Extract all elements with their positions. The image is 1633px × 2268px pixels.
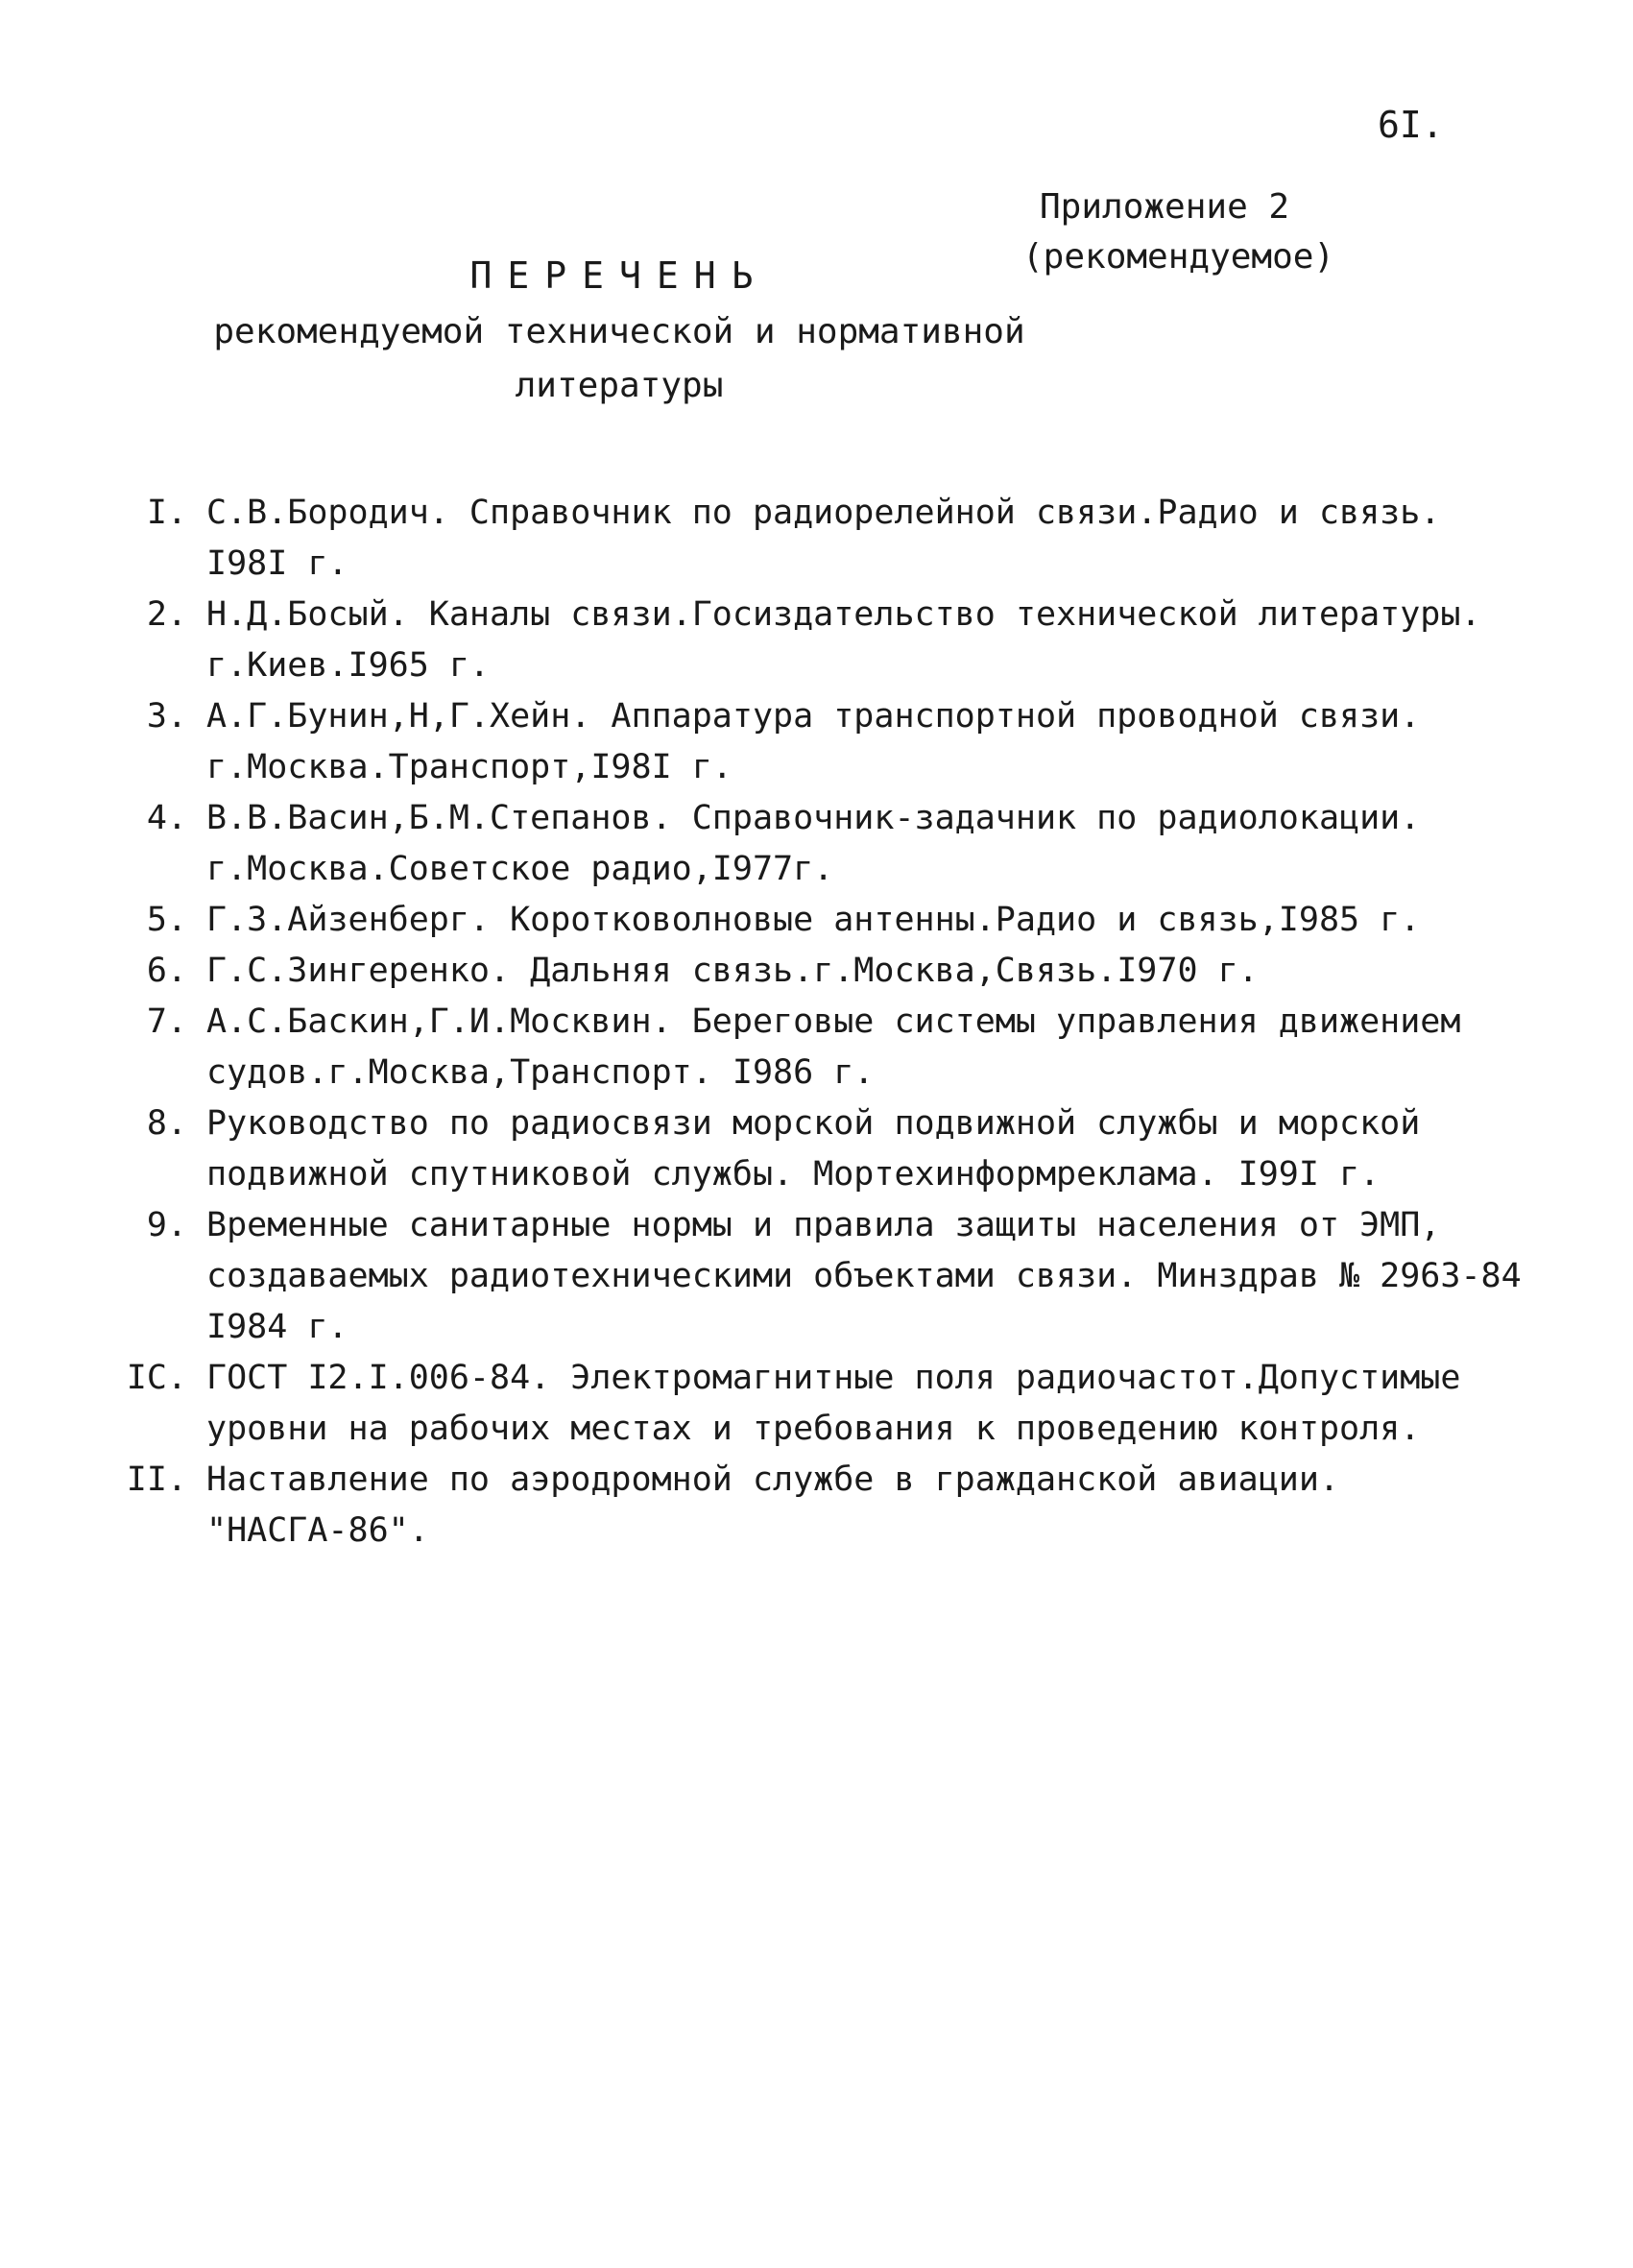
list-item-number: I. <box>146 494 187 532</box>
appendix-note <box>1022 182 1334 282</box>
list-item-text: Г.З.Айзенберг. Коротковолновые антенны.Радио и связь,I985 г. <box>206 901 1421 939</box>
list-item <box>120 1098 1589 1200</box>
list-item-text: Н.Д.Босый. Каналы связи.Госиздательство технической литературы. г.Киев.I965 г. <box>206 595 1481 685</box>
document-heading <box>192 248 1046 413</box>
list-item <box>120 1353 1589 1455</box>
list-item-text: ГОСТ I2.I.006-84. Электромагнитные поля радиочастот.Допустимые уровни на рабочих местах и требования к проведению контроля. <box>206 1359 1461 1448</box>
page-number: 6I. <box>1378 104 1444 146</box>
list-item-number: 9. <box>146 1206 187 1244</box>
reference-list <box>120 488 1589 1556</box>
list-item <box>120 895 1589 946</box>
list-item-number: 4. <box>146 799 187 837</box>
list-item <box>120 590 1589 691</box>
list-item-number: 2. <box>146 595 187 634</box>
list-item <box>120 691 1589 793</box>
list-item-number: 8. <box>146 1104 187 1143</box>
page-subtitle: рекомендуемой технической и нормативной литературы <box>213 312 1025 405</box>
list-item-number: IC. <box>126 1359 187 1397</box>
appendix-recommendation: (рекомендуемое) <box>1022 237 1335 277</box>
list-item-text: Г.С.Зингеренко. Дальняя связь.г.Москва,Связь.I970 г. <box>206 952 1259 990</box>
list-item-text: В.В.Васин,Б.М.Степанов. Справочник-задачник по радиолокации. г.Москва.Советское радио,I977г. <box>206 799 1421 888</box>
list-item <box>120 793 1589 895</box>
list-item <box>120 488 1589 590</box>
list-item-text: Наставление по аэродромной службе в гражданской авиации. "НАСГА-86". <box>206 1460 1340 1550</box>
list-item-number: 7. <box>146 1002 187 1041</box>
list-item-number: II. <box>126 1460 187 1499</box>
list-item <box>120 946 1589 997</box>
list-item-text: А.Г.Бунин,Н,Г.Хейн. Аппаратура транспортной проводной связи. г.Москва.Транспорт,I98I г. <box>206 697 1421 786</box>
list-item-text: С.В.Бородич. Справочник по радиорелейной связи.Радио и связь. I98I г. <box>206 494 1441 583</box>
appendix-label: Приложение 2 <box>1040 187 1290 227</box>
list-item <box>120 1200 1589 1353</box>
list-item-text: Руководство по радиосвязи морской подвижной службы и морской подвижной спутниковой службы. Мортехинформреклама. I99I г. <box>206 1104 1421 1194</box>
page-title: ПЕРЕЧЕНЬ <box>469 254 769 297</box>
list-item-number: 3. <box>146 697 187 736</box>
list-item <box>120 997 1589 1098</box>
list-item-number: 5. <box>146 901 187 939</box>
list-item-number: 6. <box>146 952 187 990</box>
list-item-text: А.С.Баскин,Г.И.Москвин. Береговые системы управления движением судов.г.Москва,Транспорт. I986 г. <box>206 1002 1461 1092</box>
list-item <box>120 1455 1589 1556</box>
list-item-text: Временные санитарные нормы и правила защиты населения от ЭМП, создаваемых радиотехническими объектами связи. Минздрав № 2963-84 I984 г. <box>206 1206 1522 1346</box>
